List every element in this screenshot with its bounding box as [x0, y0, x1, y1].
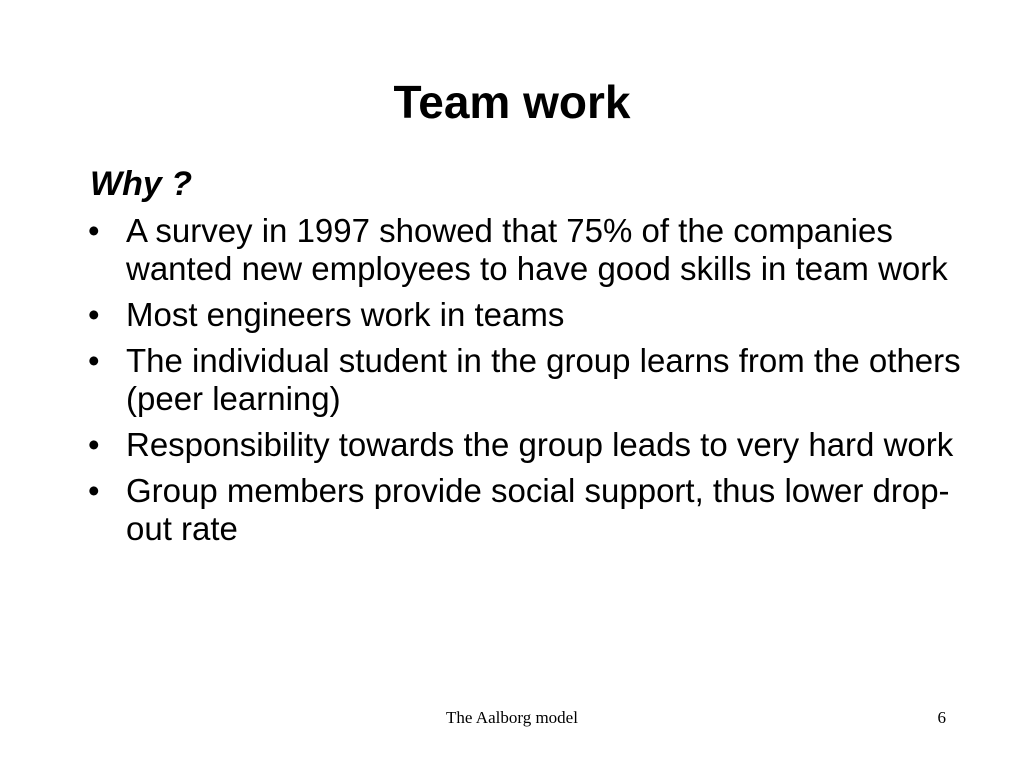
bullet-item-engineers: [88, 296, 968, 334]
footer-presentation-title: The Aalborg model: [446, 708, 578, 727]
slide-title: Team work: [393, 76, 631, 128]
bullet-text: The individual student in the group learns from the others (peer learning): [126, 342, 961, 417]
bullet-item-social-support: [88, 472, 968, 548]
bullet-text: Responsibility towards the group leads to very hard work: [126, 426, 954, 463]
bullet-marker: •: [88, 296, 100, 333]
bullet-marker: •: [88, 472, 100, 509]
subheading-why: Why ?: [90, 165, 192, 203]
bullet-text: Group members provide social support, thus lower drop-out rate: [126, 472, 950, 547]
bullet-marker: •: [88, 426, 100, 463]
bullet-item-survey: [88, 212, 968, 288]
bullet-marker: •: [88, 212, 100, 249]
bullet-text: A survey in 1997 showed that 75% of the companies wanted new employees to have good skills in team work: [126, 212, 948, 287]
bullet-text: Most engineers work in teams: [126, 296, 565, 333]
footer-page-number: 6: [937, 708, 946, 727]
bullet-list: [88, 212, 968, 556]
bullet-item-responsibility: [88, 426, 968, 464]
bullet-marker: •: [88, 342, 100, 379]
bullet-item-peer-learning: [88, 342, 968, 418]
